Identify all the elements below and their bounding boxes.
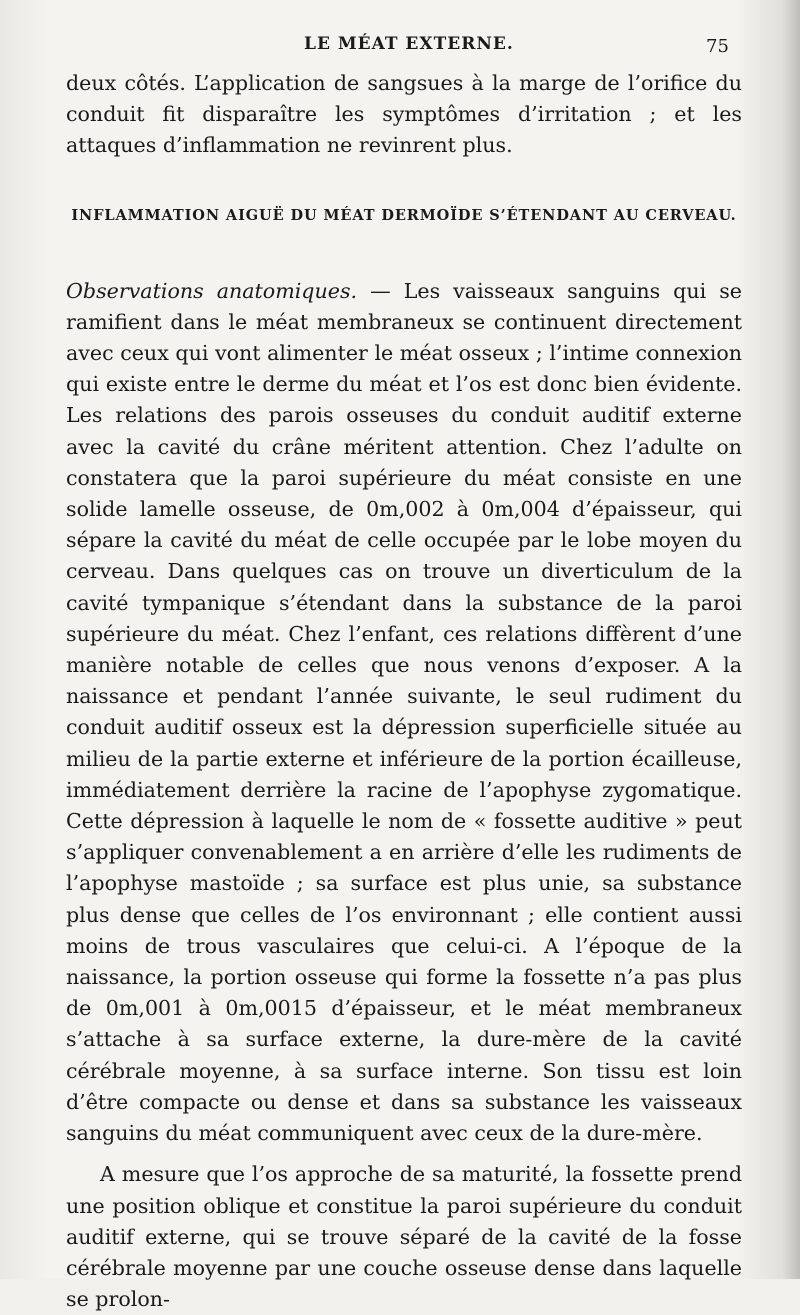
paragraph-continued: deux côtés. L’application de sangsues à la marge de l’orifice du conduit fit disparaître les symptômes d’irritation ; et les attaques d’inflammation ne revinrent plus. <box>66 71 742 158</box>
paragraph-observations <box>66 276 742 1150</box>
observations-lead: Observations anatomiques. <box>66 278 358 303</box>
page-body <box>66 68 742 1315</box>
running-title: LE MÉAT EXTERNE. <box>304 34 514 54</box>
section-heading: INFLAMMATION AIGUË DU MÉAT DERMOÏDE S’ÉTENDANT AU CERVEAU. <box>71 206 737 224</box>
page-number: 75 <box>706 36 729 57</box>
page-edge-shadow <box>782 0 800 1279</box>
observations-text: — Les vaisseaux sanguins qui se ramifient dans le méat membraneux se continuent directement avec ceux qui vont alimenter le méat osseux ; l’intime connexion qui existe entre le derme du méat et l’os est donc bien évidente. Les relations des parois osseuses du conduit auditif externe avec la cavité du crâne méritent attention. Chez l’adulte on constatera que la paroi supérieure du méat consiste en une solide lamelle osseuse, de 0m,002 à 0m,004 d’épaisseur, qui sépare la cavité du méat de celle occupée par le lobe moyen du cerveau. Dans quelques cas on trouve un diverticulum de la cavité tympanique s’étendant dans la substance de la paroi supérieure du méat. Chez l’enfant, ces relations diffèrent d’une manière notable de celles que nous venons d’exposer. A la naissance et pendant l’année suivante, le seul rudiment du conduit auditif osseux est la dépression superficielle située au milieu de la partie externe et inférieure de la portion écailleuse, immédiatement derrière la racine de l’apophyse zygomatique. Cette dépression à laquelle le nom de « fossette auditive » peut s’appliquer convenablement a en arrière d’elle les rudiments de l’apophyse mastoïde ; sa surface est plus unie, sa substance plus dense que celles de l’os environnant ; elle contient aussi moins de trous vasculaires que celui-ci. A l’époque de la naissance, la portion osseuse qui forme la fossette n’a pas plus de 0m,001 à 0m,0015 d’épaisseur, et le méat membraneux s’attache à sa surface externe, la dure-mère de la cavité cérébrale moyenne, à sa surface interne. Son tissu est loin d’être compacte ou dense et dans sa substance les vaisseaux sanguins du méat communiquent avec ceux de la dure-mère. <box>66 278 742 1146</box>
running-header <box>0 34 800 58</box>
paragraph-last: A mesure que l’os approche de sa maturité, la fossette prend une position oblique et constitue la paroi supérieure du conduit auditif externe, qui se trouve séparé de la cavité de la fosse cérébrale moyenne par une couche osseuse dense dans laquelle se prolon- <box>66 1162 742 1312</box>
